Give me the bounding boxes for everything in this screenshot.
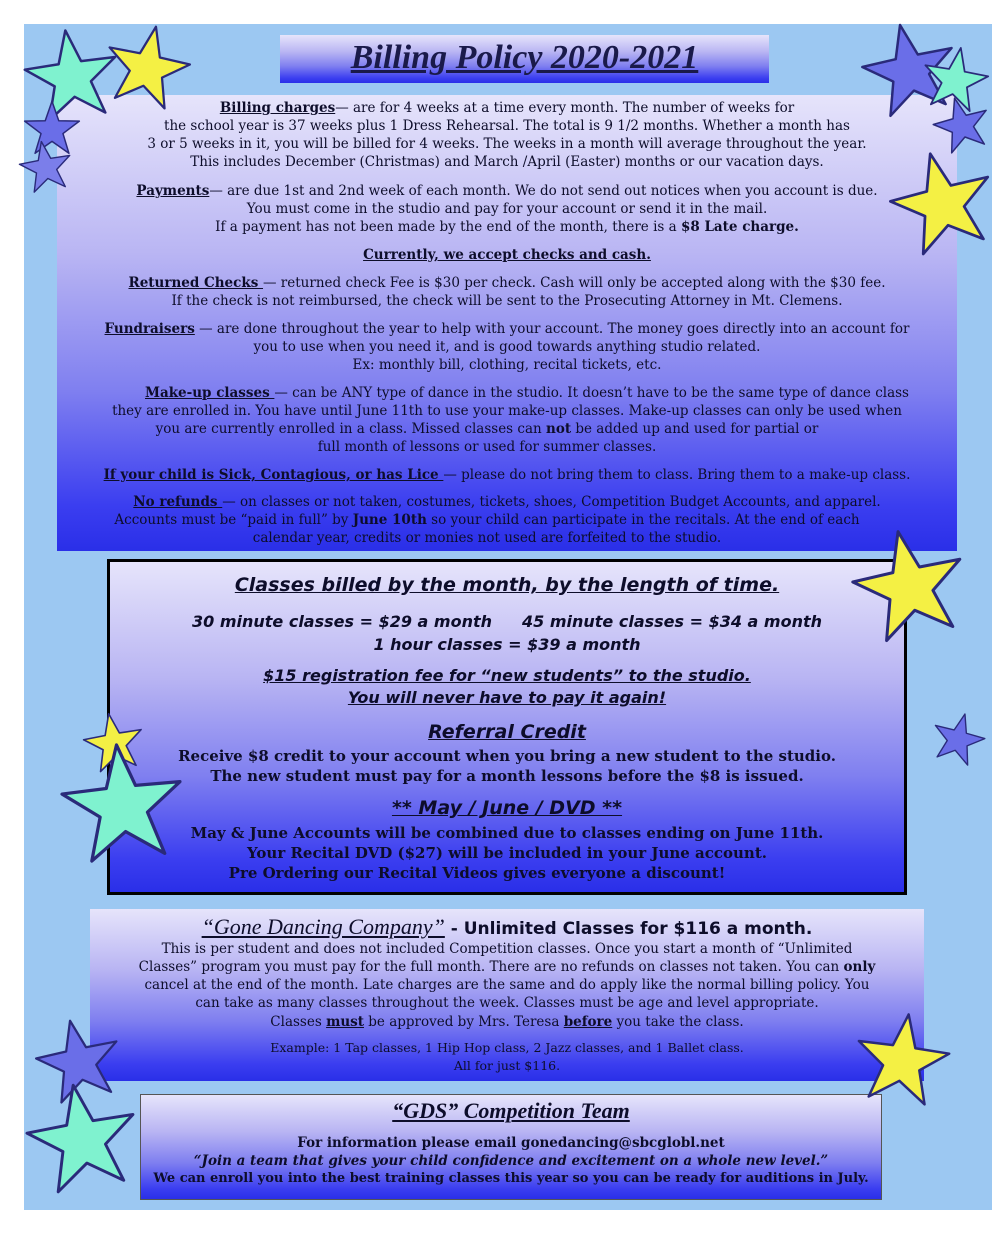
referral-line1: Receive $8 credit to your account when you bring a new student to the studio. [178, 747, 836, 765]
billing-charges-line3: 3 or 5 weeks in it, you will be billed for 4 weeks. The weeks in a month will average throughout the year. [147, 136, 867, 152]
payments-line2: You must come in the studio and pay for your account or send it in the mail. [246, 201, 768, 217]
billing-charges-line1: Billing charges— are for 4 weeks at a time every month. The number of weeks for [219, 100, 795, 116]
class-rates-row: 30 minute classes = $29 a month 45 minute classes = $34 a month [191, 612, 823, 631]
star-icon [932, 96, 992, 156]
gone-example: Example: 1 Tap classes, 1 Hip Hop class, 2 Jazz classes, and 1 Ballet class. [270, 1040, 744, 1055]
page-title: Billing Policy 2020-2021 [350, 39, 699, 76]
accept-line: Currently, we accept checks and cash. [363, 247, 651, 263]
star-icon [930, 712, 986, 768]
referral-heading: Referral Credit [428, 721, 586, 743]
refunds-line2: Accounts must be “paid in full” by June 10th so your child can participate in the recitals. At the end of each [114, 512, 860, 528]
sick-line: If your child is Sick, Contagious, or has Lice — please do not bring them to class. Bring them to a make-up class. [103, 467, 911, 483]
star-icon [24, 1082, 142, 1200]
class-rate-hour: 1 hour classes = $39 a month [373, 635, 641, 654]
returned-checks-line1: Returned Checks — returned check Fee is $30 per check. Cash will only be accepted along with the $30 fee. [128, 275, 886, 291]
refunds-line3: calendar year, credits or monies not used are forfeited to the studio. [252, 530, 722, 546]
star-icon [18, 140, 74, 196]
gone-dancing-heading: “Gone Dancing Company” - Unlimited Classes for $116 a month. [201, 914, 813, 939]
makeup-line1: Make-up classes — can be ANY type of dance in the studio. It doesn’t have to be the same type of dance class [145, 385, 909, 401]
gds-info: For information please email gonedancing@sbcglobl.net [297, 1135, 725, 1151]
makeup-line2: they are enrolled in. You have until June 11th to use your make-up classes. Make-up classes can only be used when [112, 403, 902, 419]
billing-policy-panel [57, 95, 957, 551]
billing-charges-line2: the school year is 37 weeks plus 1 Dress Rehearsal. The total is 9 1/2 months. Whether a month has [164, 118, 850, 134]
referral-line2: The new student must pay for a month lessons before the $8 is issued. [210, 767, 804, 785]
makeup-line3: you are currently enrolled in a class. Missed classes can not be added up and used for partial or [155, 421, 819, 437]
payments-line1: Payments— are due 1st and 2nd week of each month. We do not send out notices when you account is due. [136, 183, 878, 199]
gone-all-for: All for just $116. [453, 1058, 561, 1073]
returned-checks-line2: If the check is not reimbursed, the check will be sent to the Prosecuting Attorney in Mt. Clemens. [171, 293, 843, 309]
registration-never: You will never have to pay it again! [347, 688, 667, 707]
gds-competition-panel [140, 1094, 882, 1200]
gone-line2: Classes” program you must pay for the full month. There are no refunds on classes not taken. You can only [138, 959, 876, 975]
star-icon [102, 24, 192, 114]
may-june-line2: Your Recital DVD ($27) will be included in your June account. [247, 844, 767, 862]
star-icon [852, 1012, 952, 1112]
star-icon [850, 528, 970, 648]
may-june-line3: Pre Ordering our Recital Videos gives everyone a discount! [228, 864, 726, 882]
may-june-heading: ** May / June / DVD ** [391, 797, 623, 819]
refunds-line1: No refunds — on classes or not taken, costumes, tickets, shoes, Competition Budget Accounts, and apparel. [133, 494, 881, 510]
billing-charges-line4: This includes December (Christmas) and March /April (Easter) months or our vacation days. [190, 154, 824, 170]
fundraisers-line3: Ex: monthly bill, clothing, recital tickets, etc. [352, 357, 662, 373]
gone-line3: cancel at the end of the month. Late charges are the same and do apply like the normal billing policy. You [144, 977, 870, 993]
star-icon [888, 150, 998, 260]
payments-line3: If a payment has not been made by the end of the month, there is a $8 Late charge. [215, 219, 799, 235]
fundraisers-line1: Fundraisers — are done throughout the year to help with your account. The money goes directly into an account for [104, 321, 910, 337]
gds-quote: “Join a team that gives your child confidence and excitement on a whole new level.” [193, 1153, 829, 1169]
gone-line1: This is per student and does not included Competition classes. Once you start a month of “Unlimited [161, 941, 853, 957]
gds-heading: “GDS” Competition Team [392, 1098, 630, 1123]
classes-panel [107, 559, 907, 895]
title-banner [280, 35, 769, 83]
makeup-line4: full month of lessons or used for summer classes. [317, 439, 657, 455]
registration-fee: $15 registration fee for “new students” to the studio. [263, 666, 751, 685]
gds-enroll: We can enroll you into the best training classes this year so you can be ready for auditions in July. [153, 1171, 869, 1186]
classes-heading: Classes billed by the month, by the length of time. [234, 574, 780, 596]
star-icon [58, 742, 188, 872]
gone-line4: can take as many classes throughout the week. Classes must be age and level appropriate. [195, 995, 819, 1011]
may-june-line1: May & June Accounts will be combined due to classes ending on June 11th. [190, 824, 824, 842]
fundraisers-line2: you to use when you need it, and is good towards anything studio related. [253, 339, 761, 355]
gone-dancing-panel [90, 909, 924, 1081]
gone-line5: Classes must be approved by Mrs. Teresa before you take the class. [270, 1014, 744, 1030]
